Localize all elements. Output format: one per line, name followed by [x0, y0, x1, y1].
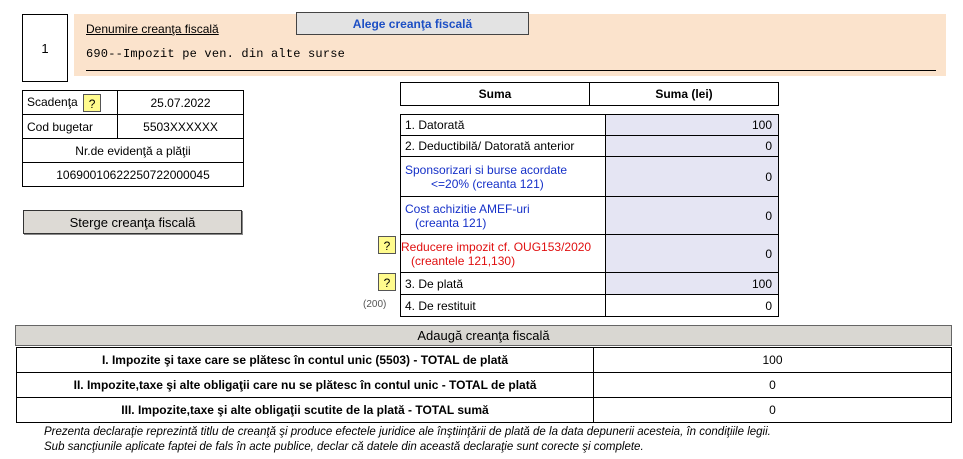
totals-table	[16, 347, 952, 423]
totals-label: I. Impozite şi taxe care se plătesc în contul unic (5503) - TOTAL de plată	[17, 348, 594, 373]
amount-row-sponsorship	[401, 157, 779, 197]
amount-label: 1. Datorată	[401, 115, 606, 136]
claim-title: Denumire creanţa fiscală	[86, 22, 219, 36]
legal-footer-line2: Sub sancţiunile aplicate faptei de fals în acte publice, declar că datele din această declaraţie sunt corecte şi complete.	[44, 441, 644, 453]
amount-label-line1: Cost achizitie AMEF-uri	[405, 201, 530, 216]
amount-input[interactable]: 100	[606, 273, 779, 295]
amount-label-line1: Reducere impozit cf. OUG153/2020	[401, 239, 592, 254]
amount-row-owed	[401, 115, 779, 136]
totals-label: III. Impozite,taxe şi alte obligaţii scutite de la plată - TOTAL sumă	[17, 398, 594, 423]
amount-input[interactable]: 0	[606, 136, 779, 157]
claim-index: 1	[22, 14, 68, 82]
amount-label	[401, 197, 606, 235]
amount-label-line2: <=20% (creanta 121)	[431, 176, 544, 191]
claim-value: 690--Impozit pe ven. din alte surse	[86, 47, 346, 61]
totals-row	[17, 398, 952, 423]
record-number-value: 10690010622250722000045	[23, 163, 244, 187]
sum-header	[400, 82, 779, 106]
amount-label: 3. De plată	[401, 273, 606, 295]
amount-input[interactable]: 0	[606, 197, 779, 235]
help-icon[interactable]: ?	[378, 273, 396, 291]
record-number-label: Nr.de evidenţă a plăţii	[23, 139, 244, 163]
amount-label-line2: (creanta 121)	[415, 215, 487, 230]
amount-input[interactable]: 100	[606, 115, 779, 136]
due-date-label: Scadenţa	[27, 94, 78, 109]
payment-info-table	[22, 90, 244, 187]
delete-claim-button[interactable]: Sterge creanţa fiscală	[23, 210, 242, 234]
legal-footer-line1: Prezenta declaraţie reprezintă titlu de creanţă şi produce efectele juridice ale înştiinţării de plată de la data depunerii acesteia, în condiţiile legii.	[44, 426, 771, 438]
totals-row	[17, 373, 952, 398]
help-icon[interactable]: ?	[83, 94, 101, 112]
amount-label-line1: Sponsorizari si burse acordate	[405, 162, 568, 177]
due-date-label-cell	[23, 91, 118, 115]
claim-underline	[86, 70, 936, 71]
budget-code-label: Cod bugetar	[23, 115, 118, 139]
totals-value: 0	[594, 398, 952, 423]
sum-header-col2: Suma (lei)	[655, 87, 713, 101]
amount-input[interactable]: 0	[606, 157, 779, 197]
amount-label-line2: (creantele 121,130)	[411, 253, 516, 268]
totals-label: II. Impozite,taxe şi alte obligaţii care nu se plătesc în contul unic - TOTAL de plată	[17, 373, 594, 398]
choose-claim-button[interactable]: Alege creanţa fiscală	[296, 12, 529, 35]
amounts-table	[400, 114, 779, 317]
row-code-label: (200)	[363, 299, 387, 310]
amount-input[interactable]: 0	[606, 235, 779, 273]
totals-row	[17, 348, 952, 373]
amount-row-payable	[401, 273, 779, 295]
amount-row-deductible	[401, 136, 779, 157]
amount-value: 0	[606, 295, 779, 317]
amount-label	[401, 235, 606, 273]
add-claim-button[interactable]: Adaugă creanţa fiscală	[15, 325, 952, 346]
sum-header-col1: Suma	[401, 83, 590, 105]
due-date-value: 25.07.2022	[118, 91, 244, 115]
legal-footer	[44, 425, 771, 455]
amount-row-refund	[401, 295, 779, 317]
help-icon[interactable]: ?	[378, 236, 396, 254]
amount-label: 4. De restituit	[401, 295, 606, 317]
budget-code-value: 5503XXXXXX	[118, 115, 244, 139]
totals-value: 0	[594, 373, 952, 398]
amount-label: 2. Deductibilă/ Datorată anterior	[401, 136, 606, 157]
amount-label	[401, 157, 606, 197]
totals-value: 100	[594, 348, 952, 373]
amount-row-tax-reduction	[401, 235, 779, 273]
amount-row-amef	[401, 197, 779, 235]
